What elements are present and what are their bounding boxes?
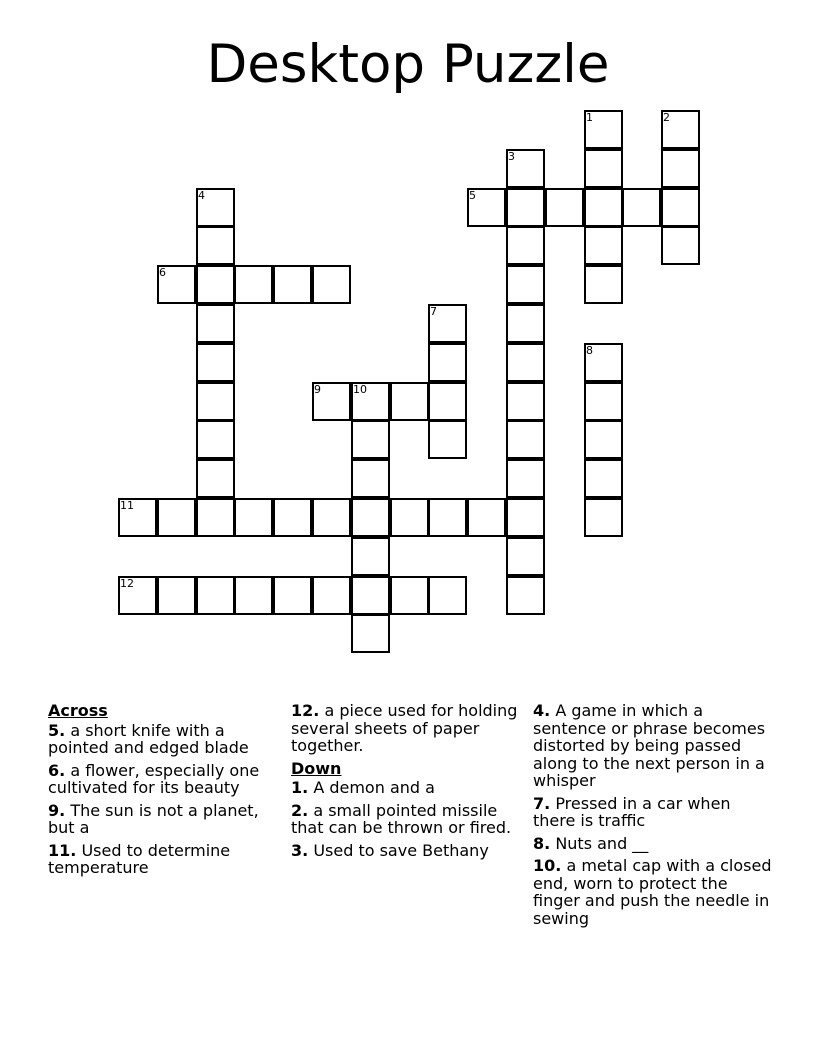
clue-number: 11.	[48, 840, 77, 860]
grid-cell[interactable]	[506, 537, 545, 576]
grid-cell[interactable]	[196, 459, 235, 498]
grid-cell[interactable]	[506, 382, 545, 421]
clue-number-label: 9	[314, 383, 321, 396]
grid-cell[interactable]	[506, 420, 545, 459]
clue-number-label: 4	[198, 189, 205, 202]
clue-text: Nuts and __	[555, 833, 649, 853]
clue-number: 7.	[533, 793, 551, 813]
grid-cell[interactable]	[467, 498, 506, 537]
grid-cell[interactable]	[351, 576, 390, 615]
grid-cell[interactable]	[196, 304, 235, 343]
clue-number-label: 1	[586, 111, 593, 124]
clue-text: Pressed in a car when there is traffic	[533, 793, 731, 830]
down-clue	[533, 835, 773, 853]
clue-text: a piece used for holding several sheets of paper together.	[291, 701, 518, 755]
down-clue	[291, 842, 523, 860]
grid-cell[interactable]	[661, 188, 700, 227]
puzzle-title: Desktop Puzzle	[206, 34, 610, 95]
across-clue	[48, 842, 278, 877]
across-clue	[48, 762, 278, 797]
grid-cell[interactable]	[428, 382, 467, 421]
clue-number-label: 6	[159, 266, 166, 279]
clue-number-label: 12	[120, 577, 134, 590]
clue-text: a flower, especially one cultivated for its beauty	[48, 760, 260, 797]
across-clue	[291, 702, 523, 755]
grid-cell[interactable]	[428, 576, 467, 615]
grid-cell[interactable]	[196, 265, 235, 304]
grid-cell[interactable]	[584, 420, 623, 459]
grid-cell[interactable]	[584, 226, 623, 265]
clue-text: Used to save Bethany	[313, 840, 489, 860]
clue-text: The sun is not a planet, but a	[48, 800, 259, 837]
grid-cell[interactable]	[157, 576, 196, 615]
down-clue	[291, 802, 523, 837]
clue-text: a small pointed missile that can be thrown or fired.	[291, 800, 512, 837]
grid-cell[interactable]	[273, 265, 312, 304]
grid-cell[interactable]	[506, 498, 545, 537]
grid-cell[interactable]	[584, 498, 623, 537]
grid-cell[interactable]	[428, 343, 467, 382]
grid-cell[interactable]	[545, 188, 584, 227]
grid-cell[interactable]	[506, 343, 545, 382]
grid-cell[interactable]	[390, 498, 429, 537]
grid-cell[interactable]	[234, 576, 273, 615]
grid-cell[interactable]	[351, 614, 390, 653]
grid-cell[interactable]	[661, 226, 700, 265]
grid-cell[interactable]	[506, 576, 545, 615]
clue-number: 6.	[48, 760, 66, 780]
clue-number-label: 5	[469, 189, 476, 202]
clue-text: a metal cap with a closed end, worn to protect the finger and push the needle in sewing	[533, 856, 772, 928]
clue-number-label: 2	[663, 111, 670, 124]
clue-text: A game in which a sentence or phrase becomes distorted by being passed along to the next person in a whisper	[533, 701, 766, 790]
grid-cell[interactable]	[196, 498, 235, 537]
clue-number: 12.	[291, 701, 320, 720]
clues-column-3	[533, 702, 773, 932]
grid-cell[interactable]	[584, 149, 623, 188]
grid-cell[interactable]	[351, 498, 390, 537]
grid-cell[interactable]	[428, 498, 467, 537]
across-heading: Across	[48, 701, 108, 720]
grid-cell[interactable]	[506, 304, 545, 343]
grid-cell[interactable]	[196, 343, 235, 382]
grid-cell[interactable]	[312, 265, 351, 304]
grid-cell[interactable]	[390, 382, 429, 421]
clue-text: Used to determine temperature	[48, 840, 231, 877]
clue-number-label: 10	[353, 383, 367, 396]
grid-cell[interactable]	[351, 537, 390, 576]
grid-cell[interactable]	[584, 265, 623, 304]
grid-cell[interactable]	[196, 420, 235, 459]
clue-number: 9.	[48, 800, 66, 820]
clues-column-2	[291, 702, 523, 864]
grid-cell[interactable]	[506, 459, 545, 498]
grid-cell[interactable]	[234, 265, 273, 304]
grid-cell[interactable]	[622, 188, 661, 227]
down-clue	[533, 857, 773, 927]
grid-cell[interactable]	[351, 459, 390, 498]
clue-number: 8.	[533, 833, 551, 853]
grid-cell[interactable]	[584, 459, 623, 498]
clue-number-label: 11	[120, 499, 134, 512]
grid-cell[interactable]	[661, 149, 700, 188]
down-clue	[533, 795, 773, 830]
grid-cell[interactable]	[506, 226, 545, 265]
clues-column-1	[48, 702, 278, 882]
grid-cell[interactable]	[351, 420, 390, 459]
grid-cell[interactable]	[273, 498, 312, 537]
clue-number: 1.	[291, 778, 309, 797]
clue-number: 2.	[291, 800, 309, 820]
grid-cell[interactable]	[584, 382, 623, 421]
grid-cell[interactable]	[506, 188, 545, 227]
grid-cell[interactable]	[312, 576, 351, 615]
clue-number-label: 8	[586, 344, 593, 357]
across-clue	[48, 802, 278, 837]
clue-number: 5.	[48, 720, 66, 740]
clue-number-label: 7	[430, 305, 437, 318]
grid-cell[interactable]	[196, 226, 235, 265]
grid-cell[interactable]	[196, 382, 235, 421]
clue-number: 4.	[533, 701, 551, 720]
grid-cell[interactable]	[506, 265, 545, 304]
grid-cell[interactable]	[390, 576, 429, 615]
grid-cell[interactable]	[273, 576, 312, 615]
across-clue	[48, 722, 278, 757]
clue-number: 3.	[291, 840, 309, 860]
clue-text: a short knife with a pointed and edged blade	[48, 720, 249, 757]
down-clue	[291, 779, 523, 797]
grid-cell[interactable]	[428, 420, 467, 459]
grid-cell[interactable]	[584, 188, 623, 227]
down-clue	[533, 702, 773, 790]
clue-number: 10.	[533, 856, 562, 875]
down-heading: Down	[291, 758, 342, 778]
grid-cell[interactable]	[312, 498, 351, 537]
grid-cell[interactable]	[234, 498, 273, 537]
clue-text: A demon and a	[313, 778, 435, 797]
grid-cell[interactable]	[196, 576, 235, 615]
grid-cell[interactable]	[157, 498, 196, 537]
clue-number-label: 3	[508, 150, 515, 163]
